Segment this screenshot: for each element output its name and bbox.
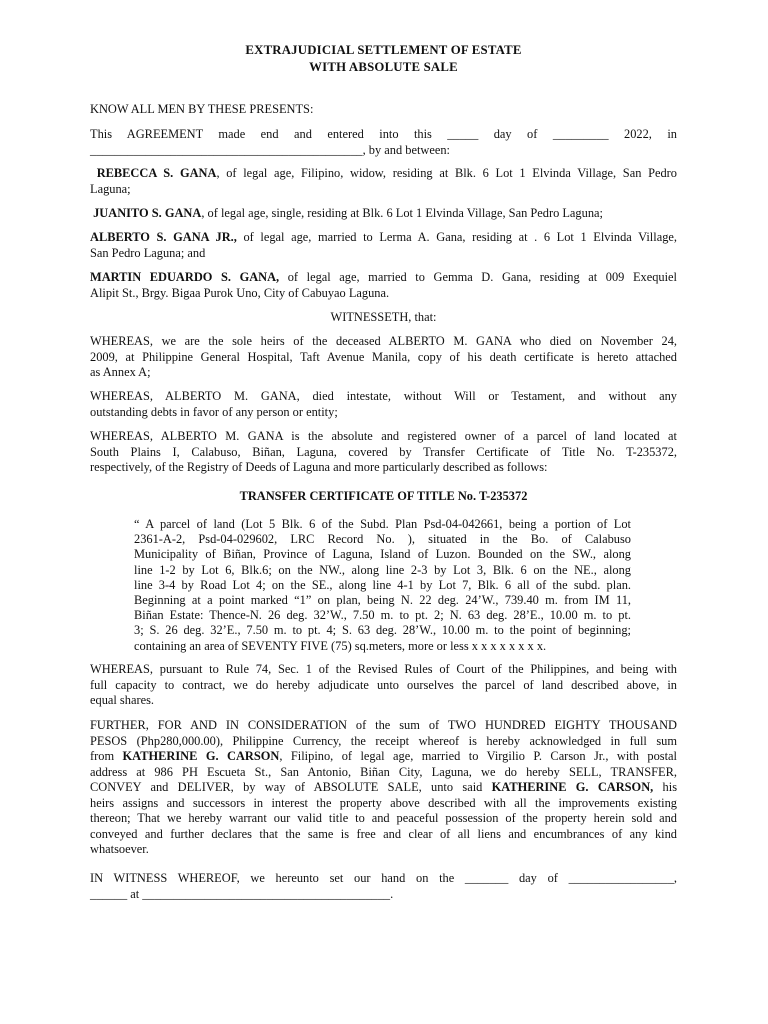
text-line: CONVEY and DELIVER, by way of ABSOLUTE SALE, unto said KATHERINE G. CARSON, his	[90, 780, 678, 794]
text-line: South Plains I, Calabuso, Biñan, Laguna, covered by Transfer Certificate of Title No. T-235372,	[90, 444, 677, 459]
agreement-paragraph	[90, 127, 677, 158]
text-line: WHEREAS, pursuant to Rule 74, Sec. 1 of the Revised Rules of Court of the Philippines, and being with	[90, 662, 677, 676]
agreement-line-2: ____________________________________________, by and between:	[90, 142, 450, 157]
text-line: as Annex A;	[90, 365, 151, 379]
party-alberto-jr	[90, 230, 677, 261]
party-martin	[90, 270, 677, 301]
text-line: whatsoever.	[90, 842, 149, 856]
title-line-2: WITH ABSOLUTE SALE	[309, 60, 458, 74]
party-name: MARTIN EDUARDO S. GANA,	[90, 270, 280, 284]
party-name: JUANITO S. GANA	[93, 206, 202, 220]
party-line-1: REBECCA S. GANA, of legal age, Filipino, widow, residing at Blk. 6 Lot 1 Elvinda Village, San Pedro	[96, 166, 677, 180]
text-line: 2361-A-2, Psd-04-029602, LRC Record No. ), situated in the Bo. of Calabuso	[134, 532, 631, 547]
title-line-1: EXTRAJUDICIAL SETTLEMENT OF ESTATE	[245, 43, 522, 57]
whereas-owner	[90, 429, 677, 476]
text-line: conveyed and further declares that the same is free and clear of all liens and encumbrances of any kind	[90, 826, 677, 841]
text-line: Beginning at a point marked “1” on plan, being N. 22 deg. 24’W., 739.40 m. from IM 11,	[134, 593, 631, 608]
witnesseth-heading: WITNESSETH, that:	[330, 310, 437, 324]
consideration-paragraph	[90, 718, 677, 858]
text-line: ______ at ________________________________________.	[90, 886, 394, 901]
text-line: WHEREAS, ALBERTO M. GANA, died intestate, without Will or Testament, and without any	[90, 389, 677, 403]
witness-clause	[90, 871, 677, 902]
text-line: equal shares.	[90, 693, 154, 707]
text-line: outstanding debts in favor of any person or entity;	[90, 404, 338, 419]
text-line: IN WITNESS WHEREOF, we hereunto set our hand on the _______ day of _________________,	[90, 871, 677, 885]
text-line: thereon; That we hereby warrant our valid title to and peaceful possession of the property herein sold and	[90, 811, 677, 825]
party-name: REBECCA S. GANA	[96, 166, 217, 180]
text-line: WHEREAS, we are the sole heirs of the deceased ALBERTO M. GANA who died on November 24,	[90, 334, 677, 348]
party-rebecca	[90, 166, 677, 197]
text-line: Biñan Estate: Thence-N. 26 deg. 32’W., 7.50 m. to pt. 2; N. 63 deg. 28’E., 10.00 m. to pt.	[134, 608, 631, 623]
property-description	[134, 517, 631, 654]
party-line-1: MARTIN EDUARDO S. GANA, of legal age, married to Gemma D. Gana, residing at 009 Exequiel	[90, 270, 677, 284]
party-name: ALBERTO S. GANA JR.,	[90, 230, 237, 244]
text-line: heirs assigns and successors in interest the property above described with all the improvements existing	[90, 795, 677, 810]
buyer-name: KATHERINE G. CARSON,	[491, 780, 654, 794]
text-line: FURTHER, FOR AND IN CONSIDERATION of the sum of TWO HUNDRED EIGHTY THOUSAND	[90, 718, 677, 732]
text-line: 2009, at Philippine General Hospital, Taft Avenue Manila, copy of his death certificate is hereto attached	[90, 349, 677, 364]
text-line: line 1-2 by Lot 6, Blk.6; on the NW., along line 2-3 by Lot 3, Blk. 6 on the NE., along	[134, 562, 631, 577]
party-line-2: Laguna;	[90, 181, 131, 196]
whereas-intestate	[90, 389, 677, 420]
party-line-2: Alipit St., Brgy. Bigaa Purok Uno, City of Cabuyao Laguna.	[90, 285, 390, 300]
text-line: 3; S. 26 deg. 32’E., 7.50 m. to pt. 4; S. 63 deg. 28’W., 10.00 m. to the point of beginning;	[134, 623, 631, 638]
whereas-heirs	[90, 334, 677, 381]
document-title	[90, 42, 677, 76]
party-line-1: ALBERTO S. GANA JR., of legal age, married to Lerma A. Gana, residing at . 6 Lot 1 Elvinda Village,	[90, 230, 677, 244]
text-line: respectively, of the Registry of Deeds of Laguna and more particularly described as follows:	[90, 460, 548, 474]
tct-heading: TRANSFER CERTIFICATE OF TITLE No. T-235372	[239, 489, 528, 503]
whereas-adjudicate	[90, 662, 677, 709]
party-juanito	[90, 206, 677, 222]
preamble: KNOW ALL MEN BY THESE PRESENTS:	[90, 102, 314, 116]
agreement-line-1: This AGREEMENT made end and entered into this _____ day of _________ 2022, in	[90, 127, 677, 141]
text-line: containing an area of SEVENTY FIVE (75) sq.meters, more or less x x x x x x x x.	[134, 638, 547, 653]
party-line-2: San Pedro Laguna; and	[90, 245, 206, 260]
text-line: full capacity to contract, we do hereby adjudicate unto ourselves the parcel of land described above, in	[90, 677, 677, 692]
text-line: “ A parcel of land (Lot 5 Blk. 6 of the Subd. Plan Psd-04-042661, being a portion of Lot	[134, 517, 631, 531]
text-line: Municipality of Biñan, Province of Laguna, Island of Luzon. Bounded on the SW., along	[134, 547, 631, 562]
text-line: line 3-4 by Road Lot 4; on the SE., along line 4-1 by Lot 7, Blk. 6 all of the subd. plan.	[134, 577, 631, 592]
text-line: address at 986 PH Escueta St., San Antonio, Biñan City, Laguna, we do hereby SELL, TRANSFER,	[90, 764, 677, 779]
party-line-1: JUANITO S. GANA, of legal age, single, residing at Blk. 6 Lot 1 Elvinda Village, San Pedro Laguna;	[93, 206, 603, 220]
text-line: PESOS (Php280,000.00), Philippine Currency, the receipt whereof is hereby acknowledged in full sum	[90, 733, 677, 748]
text-line: WHEREAS, ALBERTO M. GANA is the absolute and registered owner of a parcel of land located at	[90, 429, 677, 443]
buyer-name: KATHERINE G. CARSON	[122, 749, 280, 763]
text-line: from KATHERINE G. CARSON, Filipino, of legal age, married to Virgilio P. Carson Jr., with postal	[90, 749, 677, 763]
